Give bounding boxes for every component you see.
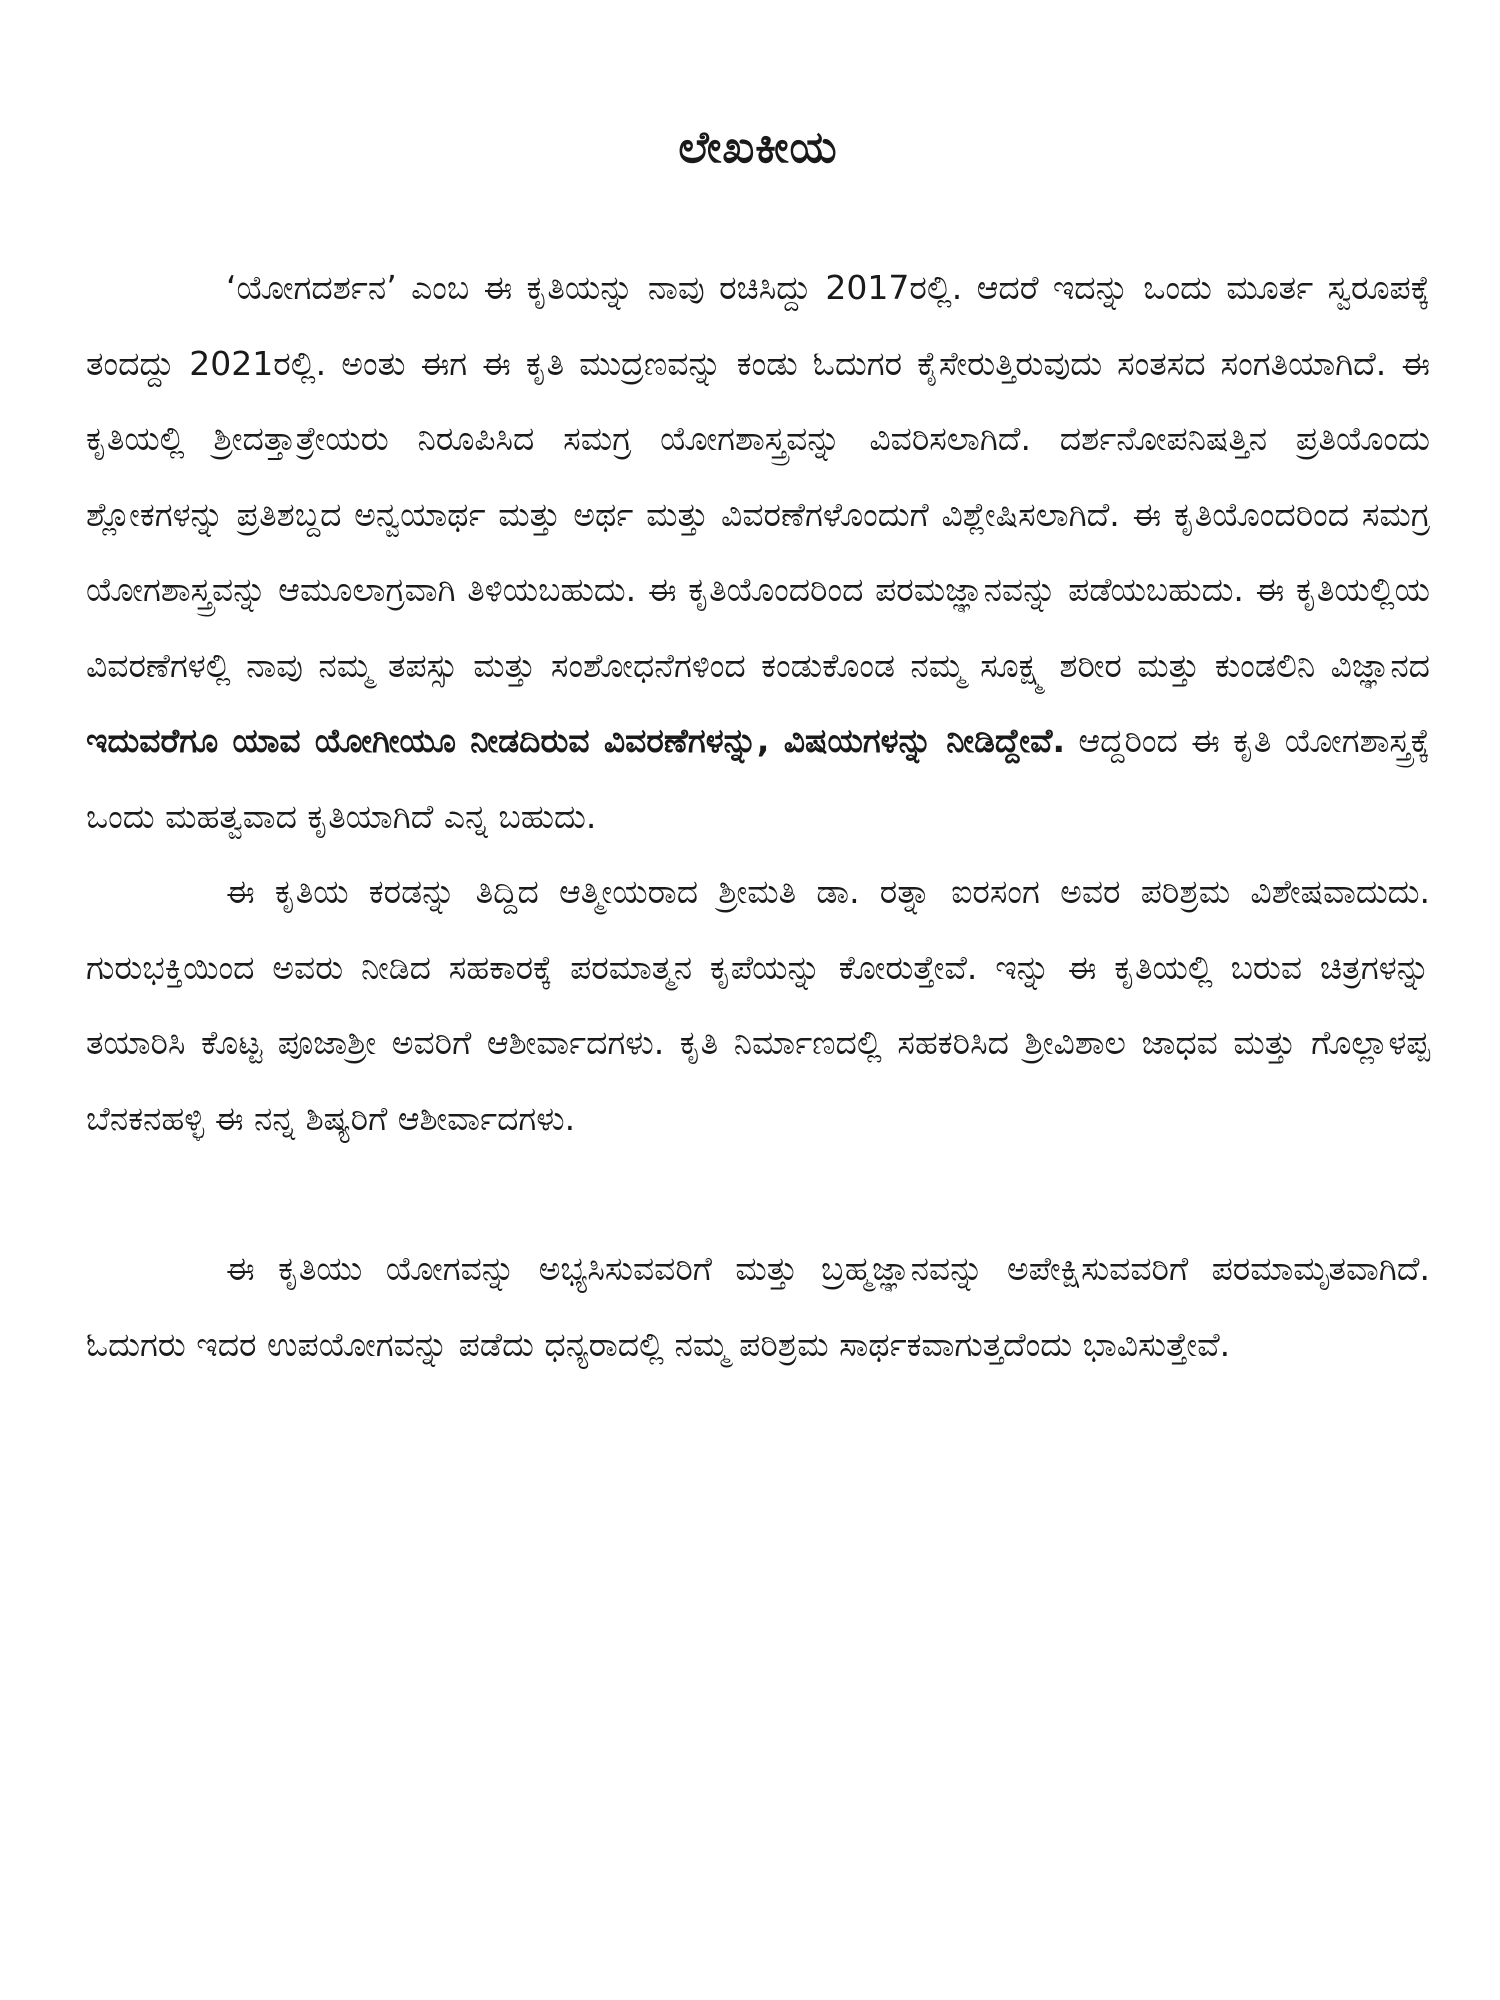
paragraph-1 [86, 250, 1430, 854]
paragraph-3-text: ಈ ಕೃತಿಯು ಯೋಗವನ್ನು ಅಭ್ಯಸಿಸುವವರಿಗೆ ಮತ್ತು ಬ್ರಹ್ಮಜ್ಞಾನವನ್ನು ಅಪೇಕ್ಷಿಸುವವರಿಗೆ ಪರಮಾಮೃತವಾಗಿದೆ. ಓದುಗರು ಇದರ ಉಪಯೋಗವನ್ನು ಪಡೆದು ಧನ್ಯರಾದಲ್ಲಿ ನಮ್ಮ ಪರಿಶ್ರಮ ಸಾರ್ಥಕವಾಗುತ್ತದೆಂದು ಭಾವಿಸುತ್ತೇವೆ. [86, 1249, 1430, 1364]
paragraph-2-text: ಈ ಕೃತಿಯ ಕರಡನ್ನು ತಿದ್ದಿದ ಆತ್ಮೀಯರಾದ ಶ್ರೀಮತಿ ಡಾ. ರತ್ನಾ ಐರಸಂಗ ಅವರ ಪರಿಶ್ರಮ ವಿಶೇಷವಾದುದು. ಗುರುಭಕ್ತಿಯಿಂದ ಅವರು ನೀಡಿದ ಸಹಕಾರಕ್ಕೆ ಪರಮಾತ್ಮನ ಕೃಪೆಯನ್ನು ಕೋರುತ್ತೇವೆ. ಇನ್ನು ಈ ಕೃತಿಯಲ್ಲಿ ಬರುವ ಚಿತ್ರಗಳನ್ನು ತಯಾರಿಸಿ ಕೊಟ್ಟ ಪೂಜಾಶ್ರೀ ಅವರಿಗೆ ಆಶೀರ್ವಾದಗಳು. ಕೃತಿ ನಿರ್ಮಾಣದಲ್ಲಿ ಸಹಕರಿಸಿದ ಶ್ರೀವಿಶಾಲ ಜಾಧವ ಮತ್ತು ಗೊಲ್ಲಾಳಪ್ಪ ಬೆನಕನಹಳ್ಳಿ ಈ ನನ್ನ ಶಿಷ್ಯರಿಗೆ ಆಶೀರ್ವಾದಗಳು. [86, 872, 1430, 1138]
paragraph-1-text-end: ಆದ್ದರಿಂದ ಈ ಕೃತಿ ಯೋಗಶಾಸ್ತ್ರಕ್ಕೆ ಒಂದು ಮಹತ್ವವಾದ ಕೃತಿಯಾಗಿದೆ ಎನ್ನ ಬಹುದು. [86, 721, 1430, 836]
paragraph-1-bold-text: ಇದುವರೆಗೂ ಯಾವ ಯೋಗೀಯೂ ನೀಡದಿರುವ ವಿವರಣೆಗಳನ್ನು, ವಿಷಯಗಳನ್ನು ನೀಡಿದ್ದೇವೆ. [86, 721, 1066, 760]
page-title: ಲೇಖಕೀಯ [678, 122, 838, 173]
paragraph-1-text: ‘ಯೋಗದರ್ಶನ’ ಎಂಬ ಈ ಕೃತಿಯನ್ನು ನಾವು ರಚಿಸಿದ್ದು 2017ರಲ್ಲಿ. ಆದರೆ ಇದನ್ನು ಒಂದು ಮೂರ್ತ ಸ್ವರೂಪಕ್ಕೆ ತಂದದ್ದು 2021ರಲ್ಲಿ. ಅಂತು ಈಗ ಈ ಕೃತಿ ಮುದ್ರಣವನ್ನು ಕಂಡು ಓದುಗರ ಕೈಸೇರುತ್ತಿರುವುದು ಸಂತಸದ ಸಂಗತಿಯಾಗಿದೆ. ಈ ಕೃತಿಯಲ್ಲಿ ಶ್ರೀದತ್ತಾತ್ರೇಯರು ನಿರೂಪಿಸಿದ ಸಮಗ್ರ ಯೋಗಶಾಸ್ತ್ರವನ್ನು ವಿವರಿಸಲಾಗಿದೆ. ದರ್ಶನೋಪನಿಷತ್ತಿನ ಪ್ರತಿಯೊಂದು ಶ್ಲೋಕಗಳನ್ನು ಪ್ರತಿಶಬ್ದದ ಅನ್ವಯಾರ್ಥ ಮತ್ತು ಅರ್ಥ ಮತ್ತು ವಿವರಣೆಗಳೊಂದುಗೆ ವಿಶ್ಲೇಷಿಸಲಾಗಿದೆ. ಈ ಕೃತಿಯೊಂದರಿಂದ ಸಮಗ್ರ ಯೋಗಶಾಸ್ತ್ರವನ್ನು ಆಮೂಲಾಗ್ರವಾಗಿ ತಿಳಿಯಬಹುದು. ಈ ಕೃತಿಯೊಂದರಿಂದ ಪರಮಜ್ಞಾನವನ್ನು ಪಡೆಯಬಹುದು. ಈ ಕೃತಿಯಲ್ಲಿಯ ವಿವರಣೆಗಳಲ್ಲಿ ನಾವು ನಮ್ಮ ತಪಸ್ಸು ಮತ್ತು ಸಂಶೋಧನೆಗಳಿಂದ ಕಂಡುಕೊಂಡ ನಮ್ಮ ಸೂಕ್ಷ್ಮ ಶರೀರ ಮತ್ತು ಕುಂಡಲಿನಿ ವಿಜ್ಞಾನದ [86, 268, 1430, 685]
paragraph-2 [86, 854, 1430, 1156]
paragraph-3 [86, 1231, 1430, 1382]
